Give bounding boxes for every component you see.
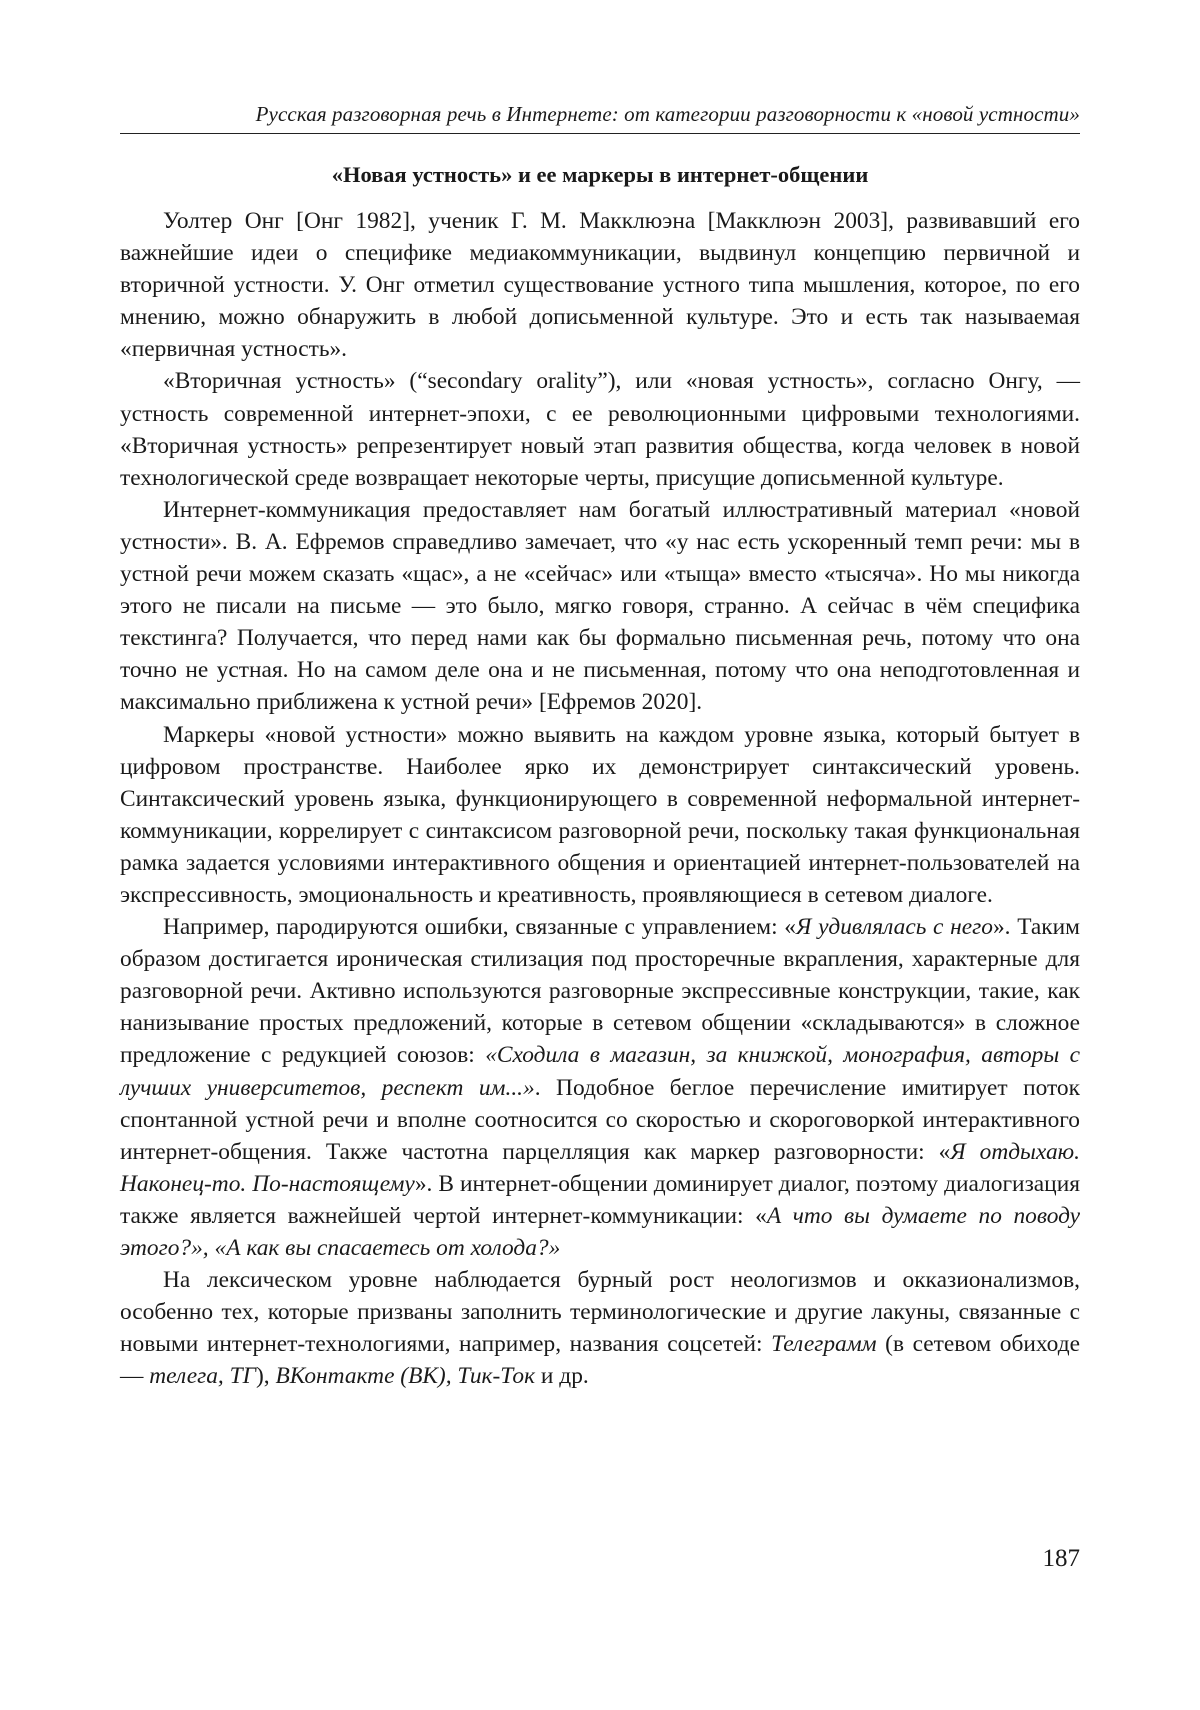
italic-example: А что вы думаете по поводу этого?», «А как вы спасаетесь от холода?»: [120, 1202, 1081, 1261]
text-run: Уолтер Онг [Онг 1982], ученик Г. М. Макклюэна [Макклюэн 2003], развивавший его важнейшие идеи о специфике медиакоммуникации, выдвинул концепцию первичной и вторичной устности. У. Онг отметил существование устного типа мышления, которое, по его мнению, можно обнаружить в любой дописьменной культуре. Это и есть так называемая «первичная устность».: [120, 208, 1080, 363]
italic-example: Телеграмм: [771, 1331, 877, 1358]
paragraph: [120, 911, 1080, 1264]
text-run: . Подобное беглое перечисление имитирует поток спонтанной устной речи и вполне соотносится со скоростью и скороговоркой интерактивного интернет-общения. Также частотна парцелляция как маркер разговорности: «: [120, 1074, 1080, 1165]
text-run: Например, пародируются ошибки, связанные с управлением: «: [163, 914, 796, 941]
running-header: Русская разговорная речь в Интернете: от категории разговорности к «новой устности»: [255, 102, 1080, 126]
text-run: На лексическом уровне наблюдается бурный рост неологизмов и окказионализмов, особенно тех, которые призваны заполнить терминологические и другие лакуны, связанные с новыми интернет-технологиями, например, названия соцсетей:: [120, 1267, 1080, 1358]
italic-example: Я отдыхаю. Наконец-то. По-настоящему: [120, 1138, 1080, 1197]
page-number: 187: [1042, 1545, 1080, 1572]
text-run: ),: [255, 1363, 276, 1390]
paragraph: [120, 494, 1080, 719]
section-title: «Новая устность» и ее маркеры в интернет-общении: [331, 162, 869, 187]
paragraph: [120, 365, 1080, 493]
body-text: [120, 205, 1080, 1392]
text-run: (в сетевом обиходе —: [120, 1331, 1080, 1390]
italic-example: Я удивлялась с него: [795, 914, 993, 941]
italic-example: ВКонтакте (ВК), Тик-Ток: [275, 1363, 536, 1390]
paragraph: [120, 205, 1080, 365]
text-run: и др.: [535, 1363, 589, 1390]
text-run: Маркеры «новой устности» можно выявить на каждом уровне языка, который бытует в цифровом пространстве. Наиболее ярко их демонстрирует синтаксический уровень. Синтаксический уровень языка, функционирующего в современной неформальной интернет-коммуникации, коррелирует с синтаксисом разговорной речи, поскольку такая функциональная рамка задается условиями интерактивного общения и ориентацией интернет-пользователей на экспрессивность, эмоциональность и креативность, проявляющиеся в сетевом диалоге.: [120, 721, 1080, 908]
paragraph: [120, 1264, 1080, 1392]
italic-example: «Сходила в магазин, за книжкой, монография, авторы с лучших университетов, респект им...»: [120, 1042, 1081, 1101]
text-run: ». В интернет-общении доминирует диалог, поэтому диалогизация также является важнейшей чертой интернет-коммуникации: «: [120, 1170, 1080, 1229]
header-rule: [120, 133, 1080, 134]
paragraph: [120, 719, 1080, 912]
text-run: Интернет-коммуникация предоставляет нам богатый иллюстративный материал «новой устности». В. А. Ефремов справедливо замечает, что «у нас есть ускоренный темп речи: мы в устной речи можем сказать «щас», а не «сейчас» или «тыща» вместо «тысяча». Но мы никогда этого не писали на письме — это было, мягко говоря, странно. А сейчас в чём специфика текстинга? Получается, что перед нами как бы формально письменная речь, потому что она точно не устная. Но на самом деле она и не письменная, потому что она неподготовленная и максимально приближена к устной речи» [Ефремов 2020].: [120, 496, 1080, 716]
text-run: «Вторичная устность» (“secondary orality”), или «новая устность», согласно Онгу, — устность современной интернет-эпохи, с ее революционными цифровыми технологиями. «Вторичная устность» репрезентирует новый этап развития общества, когда человек в новой технологической среде возвращает некоторые черты, присущие дописьменной культуре.: [120, 368, 1080, 491]
text-run: ». Таким образом достигается ироническая стилизация под просторечные вкрапления, характерные для разговорной речи. Активно используются разговорные экспрессивные конструкции, такие, как нанизывание простых предложений, которые в сетевом общении «складываются» в сложное предложение с редукцией союзов:: [120, 914, 1080, 1069]
italic-example: телега, ТГ: [149, 1363, 256, 1390]
